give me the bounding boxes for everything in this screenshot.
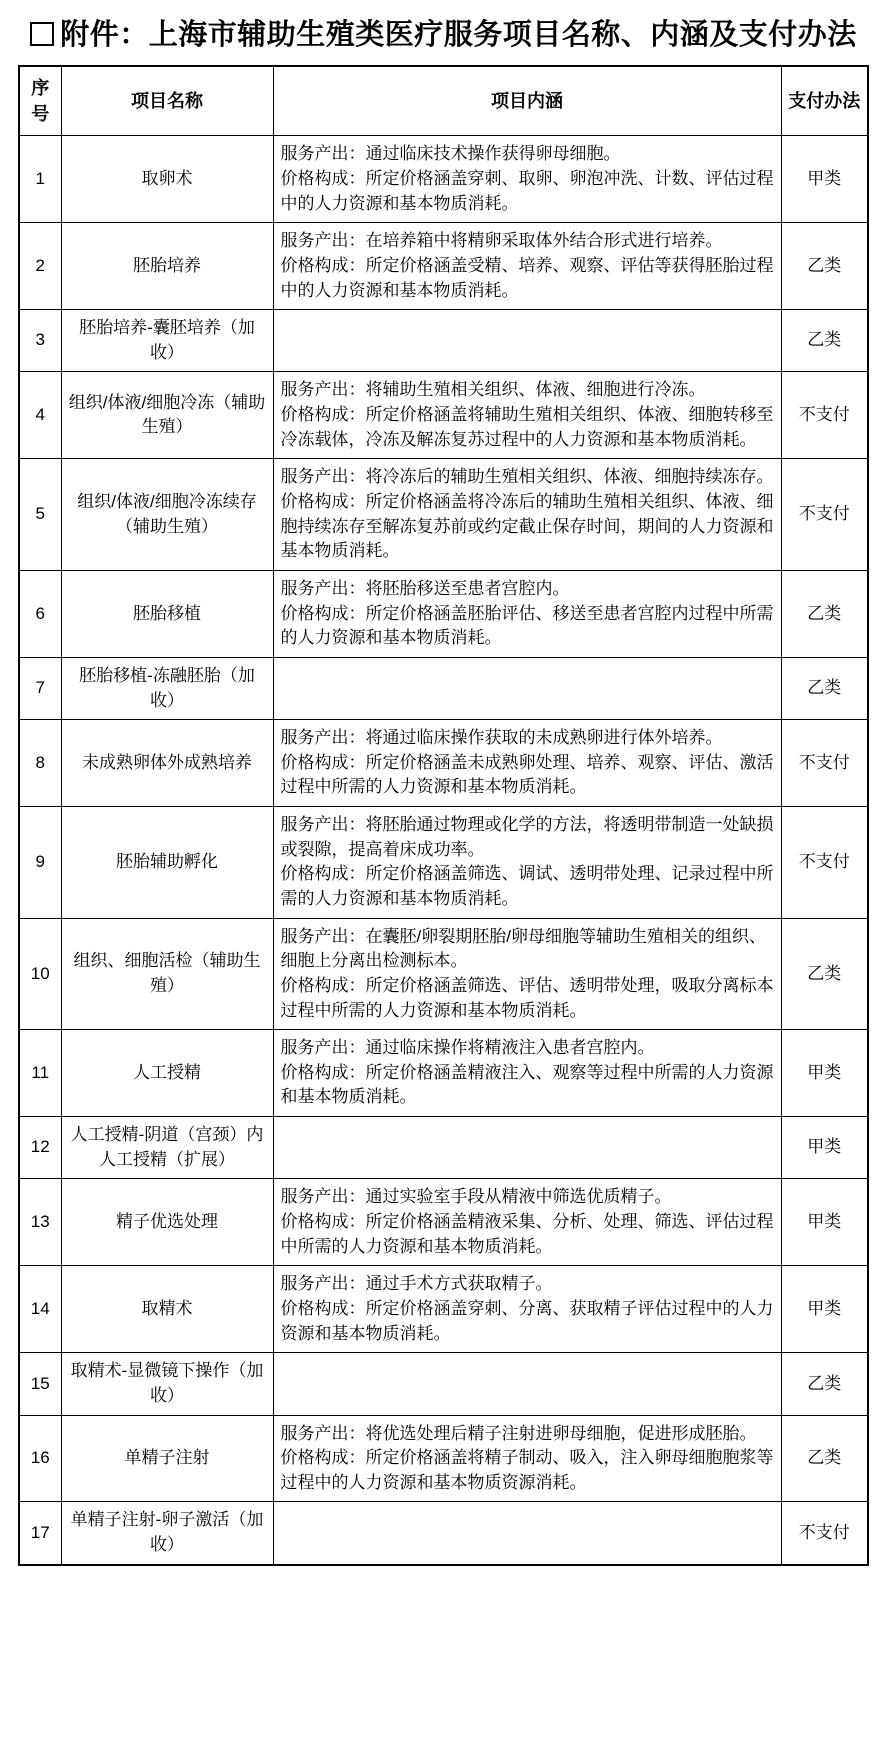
cell-item-description xyxy=(273,918,781,1030)
cell-index: 2 xyxy=(19,223,61,310)
table-row xyxy=(19,1030,868,1117)
table-header-row xyxy=(19,66,868,136)
cell-index: 9 xyxy=(19,807,61,919)
cell-payment-method: 乙类 xyxy=(781,1415,868,1502)
cell-item-description xyxy=(273,1266,781,1353)
table-row xyxy=(19,1117,868,1179)
table-row xyxy=(19,372,868,459)
cell-item-name: 胚胎移植 xyxy=(61,570,273,657)
description-line: 服务产出：通过手术方式获取精子。 xyxy=(280,1274,553,1294)
cell-index: 16 xyxy=(19,1415,61,1502)
cell-payment-method: 甲类 xyxy=(781,1117,868,1179)
description-line: 服务产出：通过临床操作将精液注入患者宫腔内。 xyxy=(280,1038,655,1058)
cell-item-name: 人工授精 xyxy=(61,1030,273,1117)
cell-payment-method: 不支付 xyxy=(781,459,868,571)
cell-index: 6 xyxy=(19,570,61,657)
table-row xyxy=(19,310,868,372)
description-line: 服务产出：在培养箱中将精卵采取体外结合形式进行培养。 xyxy=(280,231,723,251)
cell-item-name: 单精子注射 xyxy=(61,1415,273,1502)
cell-payment-method: 乙类 xyxy=(781,223,868,310)
description-line: 价格构成：所定价格涵盖将冷冻后的辅助生殖相关组织、体液、细胞持续冻存至解冻复苏前或约定截止保存时间，期间的人力资源和基本物质消耗。 xyxy=(280,492,774,561)
cell-item-name: 胚胎移植-冻融胚胎（加收） xyxy=(61,657,273,719)
cell-payment-method: 不支付 xyxy=(781,807,868,919)
description-line: 价格构成：所定价格涵盖未成熟卵处理、培养、观察、评估、激活过程中所需的人力资源和基本物质消耗。 xyxy=(280,752,774,797)
cell-item-name: 精子优选处理 xyxy=(61,1179,273,1266)
description-line: 服务产出：通过实验室手段从精液中筛选优质精子。 xyxy=(280,1187,672,1207)
description-line: 价格构成：所定价格涵盖将精子制动、吸入，注入卵母细胞胞浆等过程中的人力资源和基本物质资源消耗。 xyxy=(280,1448,774,1492)
cell-item-description xyxy=(273,657,781,719)
cell-payment-method: 甲类 xyxy=(781,1266,868,1353)
table-row xyxy=(19,570,868,657)
empty-description xyxy=(281,1141,774,1155)
empty-description xyxy=(281,334,774,348)
cell-item-name: 组织、细胞活检（辅助生殖） xyxy=(61,918,273,1030)
description-line: 服务产出：通过临床技术操作获得卵母细胞。 xyxy=(280,144,621,164)
cell-item-description xyxy=(273,720,781,807)
description-line: 价格构成：所定价格涵盖精液注入、观察等过程中所需的人力资源和基本物质消耗。 xyxy=(280,1062,774,1107)
description-line: 价格构成：所定价格涵盖穿刺、取卵、卵泡冲洗、计数、评估过程中的人力资源和基本物质消耗。 xyxy=(280,168,774,213)
description-line: 价格构成：所定价格涵盖精液采集、分析、处理、筛选、评估过程中所需的人力资源和基本物质消耗。 xyxy=(280,1212,774,1256)
table-row xyxy=(19,223,868,310)
cell-item-name: 人工授精-阴道（宫颈）内人工授精（扩展） xyxy=(61,1117,273,1179)
table-row xyxy=(19,1502,868,1565)
column-header-index: 序号 xyxy=(19,66,61,136)
cell-item-description xyxy=(273,1117,781,1179)
description-line: 服务产出：将胚胎移送至患者宫腔内。 xyxy=(280,578,570,598)
cell-payment-method: 乙类 xyxy=(781,918,868,1030)
cell-payment-method: 乙类 xyxy=(781,657,868,719)
table-row xyxy=(19,918,868,1030)
cell-item-name: 胚胎辅助孵化 xyxy=(61,807,273,919)
cell-payment-method: 甲类 xyxy=(781,1179,868,1266)
table-row xyxy=(19,1415,868,1502)
description-line: 价格构成：所定价格涵盖受精、培养、观察、评估等获得胚胎过程中的人力资源和基本物质消耗。 xyxy=(280,255,774,300)
cell-index: 11 xyxy=(19,1030,61,1117)
empty-description xyxy=(281,1526,774,1540)
description-line: 价格构成：所定价格涵盖筛选、评估、透明带处理，吸取分离标本过程中所需的人力资源和基本物质消耗。 xyxy=(280,975,774,1020)
cell-item-name: 取精术 xyxy=(61,1266,273,1353)
description-line: 价格构成：所定价格涵盖将辅助生殖相关组织、体液、细胞转移至冷冻载体，冷冻及解冻复苏过程中的人力资源和基本物质消耗。 xyxy=(280,405,774,449)
cell-item-name: 组织/体液/细胞冷冻续存（辅助生殖） xyxy=(61,459,273,571)
cell-index: 10 xyxy=(19,918,61,1030)
cell-item-description xyxy=(273,1353,781,1415)
cell-item-name: 单精子注射-卵子激活（加收） xyxy=(61,1502,273,1565)
cell-item-description xyxy=(273,372,781,459)
table-row xyxy=(19,720,868,807)
cell-item-description xyxy=(273,459,781,571)
table-row xyxy=(19,459,868,571)
cell-item-description xyxy=(273,807,781,919)
cell-item-description xyxy=(273,136,781,223)
table-row xyxy=(19,1353,868,1415)
column-header-name: 项目名称 xyxy=(61,66,273,136)
description-line: 价格构成：所定价格涵盖穿刺、分离、获取精子评估过程中的人力资源和基本物质消耗。 xyxy=(280,1298,774,1343)
column-header-pay: 支付办法 xyxy=(781,66,868,136)
cell-index: 13 xyxy=(19,1179,61,1266)
cell-item-name: 胚胎培养-囊胚培养（加收） xyxy=(61,310,273,372)
table-row xyxy=(19,807,868,919)
cell-payment-method: 不支付 xyxy=(781,372,868,459)
cell-item-description xyxy=(273,1030,781,1117)
table-body xyxy=(19,136,868,1565)
cell-item-name: 取卵术 xyxy=(61,136,273,223)
column-header-desc: 项目内涵 xyxy=(273,66,781,136)
cell-index: 14 xyxy=(19,1266,61,1353)
cell-index: 1 xyxy=(19,136,61,223)
cell-payment-method: 不支付 xyxy=(781,1502,868,1565)
checkbox-empty-icon xyxy=(30,22,54,46)
fee-items-table xyxy=(18,65,869,1566)
cell-payment-method: 乙类 xyxy=(781,1353,868,1415)
cell-item-description xyxy=(273,570,781,657)
description-line: 服务产出：将通过临床操作获取的未成熟卵进行体外培养。 xyxy=(280,728,723,748)
cell-item-description xyxy=(273,1415,781,1502)
cell-payment-method: 乙类 xyxy=(781,570,868,657)
description-line: 价格构成：所定价格涵盖筛选、调试、透明带处理、记录过程中所需的人力资源和基本物质消耗。 xyxy=(280,864,774,908)
table-row xyxy=(19,1179,868,1266)
cell-index: 15 xyxy=(19,1353,61,1415)
cell-item-description xyxy=(273,223,781,310)
empty-description xyxy=(281,682,774,696)
empty-description xyxy=(281,1377,774,1391)
page-title-text: 附件：上海市辅助生殖类医疗服务项目名称、内涵及支付办法 xyxy=(60,19,857,51)
cell-index: 8 xyxy=(19,720,61,807)
cell-item-description xyxy=(273,1179,781,1266)
cell-index: 4 xyxy=(19,372,61,459)
cell-item-name: 组织/体液/细胞冷冻（辅助生殖） xyxy=(61,372,273,459)
description-line: 服务产出：将胚胎通过物理或化学的方法，将透明带制造一处缺损或裂隙，提高着床成功率。 xyxy=(280,815,774,859)
description-line: 服务产出：在囊胚/卵裂期胚胎/卵母细胞等辅助生殖相关的组织、细胞上分离出检测标本。 xyxy=(280,926,766,971)
description-line: 服务产出：将辅助生殖相关组织、体液、细胞进行冷冻。 xyxy=(280,380,706,400)
cell-payment-method: 乙类 xyxy=(781,310,868,372)
table-row xyxy=(19,1266,868,1353)
cell-item-description xyxy=(273,1502,781,1565)
cell-index: 12 xyxy=(19,1117,61,1179)
cell-index: 5 xyxy=(19,459,61,571)
page-title xyxy=(18,16,869,55)
cell-item-name: 取精术-显微镜下操作（加收） xyxy=(61,1353,273,1415)
cell-item-description xyxy=(273,310,781,372)
description-line: 价格构成：所定价格涵盖胚胎评估、移送至患者宫腔内过程中所需的人力资源和基本物质消耗。 xyxy=(280,603,774,648)
description-line: 服务产出：将冷冻后的辅助生殖相关组织、体液、细胞持续冻存。 xyxy=(280,467,774,487)
cell-payment-method: 不支付 xyxy=(781,720,868,807)
table-row xyxy=(19,657,868,719)
table-row xyxy=(19,136,868,223)
cell-index: 17 xyxy=(19,1502,61,1565)
description-line: 服务产出：将优选处理后精子注射进卵母细胞，促进形成胚胎。 xyxy=(280,1423,757,1443)
cell-payment-method: 甲类 xyxy=(781,136,868,223)
cell-item-name: 未成熟卵体外成熟培养 xyxy=(61,720,273,807)
cell-index: 3 xyxy=(19,310,61,372)
cell-index: 7 xyxy=(19,657,61,719)
cell-payment-method: 甲类 xyxy=(781,1030,868,1117)
cell-item-name: 胚胎培养 xyxy=(61,223,273,310)
